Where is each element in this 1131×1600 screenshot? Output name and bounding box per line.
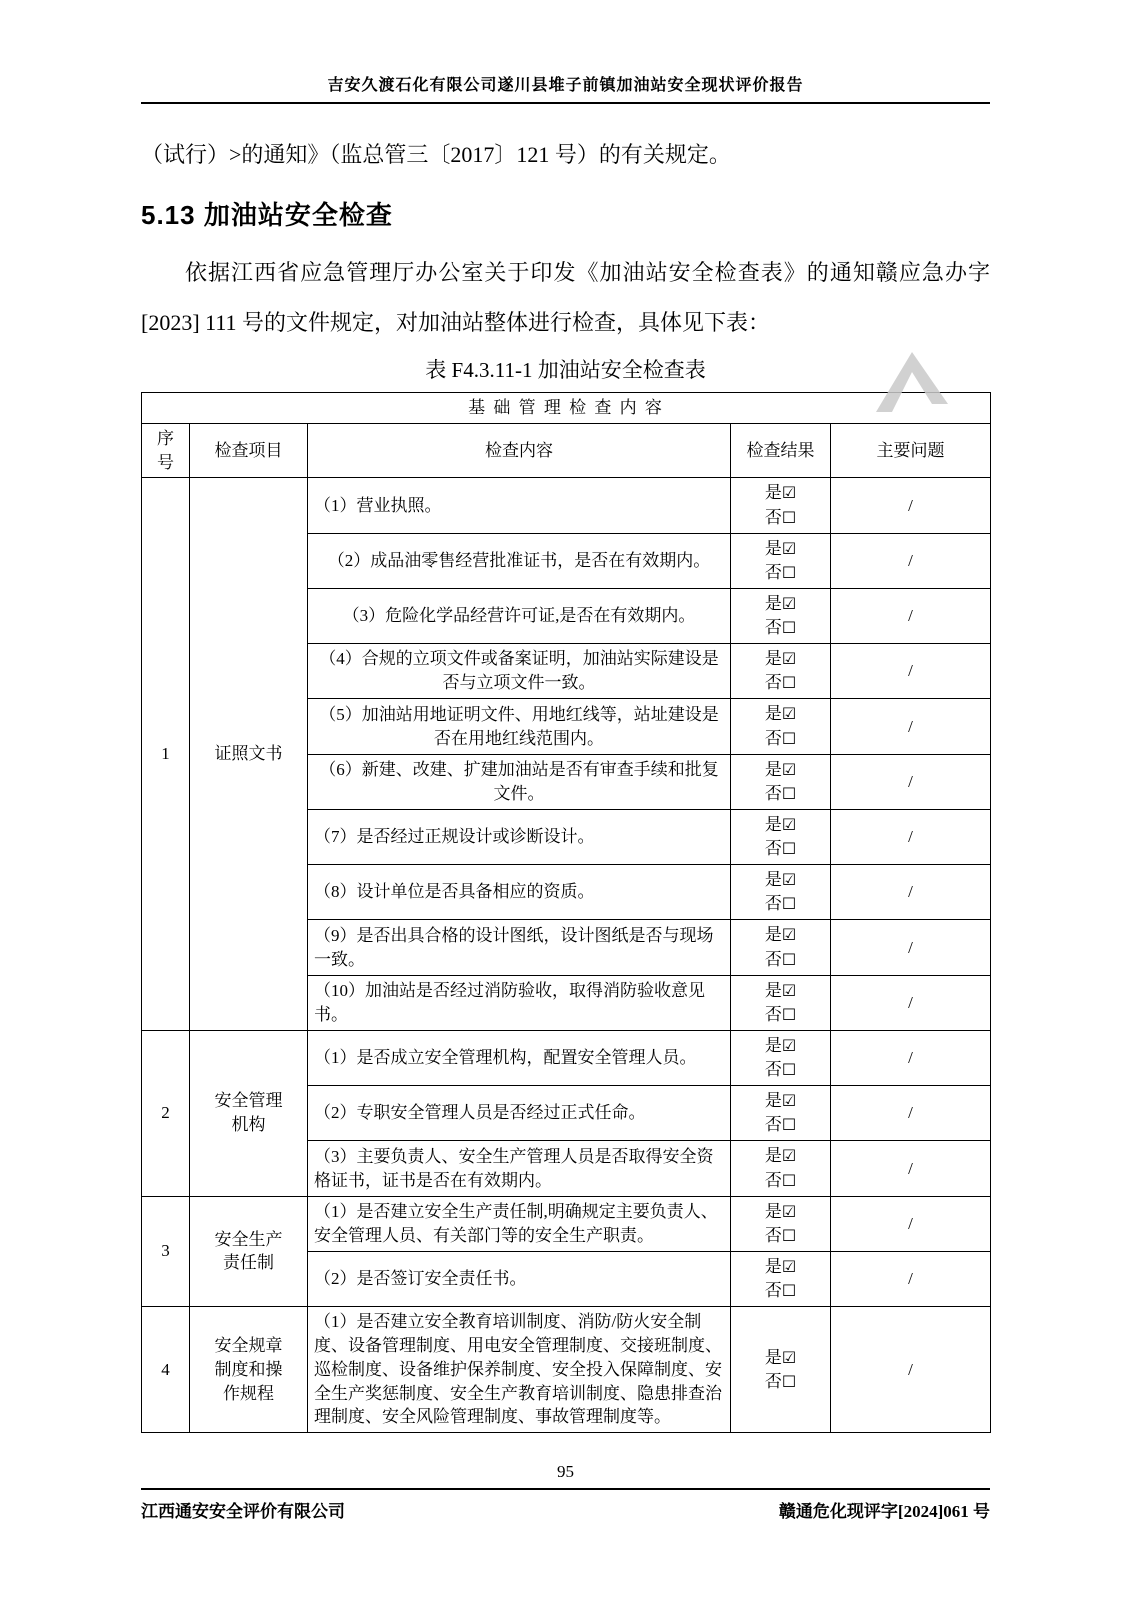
- page-header: [141, 0, 990, 104]
- main-problem-cell: /: [831, 1086, 991, 1141]
- checkbox-unchecked-icon: ☐: [781, 1170, 797, 1190]
- table-row: [142, 478, 991, 533]
- table-row: [142, 1030, 991, 1085]
- main-problem-cell: /: [831, 644, 991, 699]
- checkbox-checked-icon: ☑: [781, 593, 797, 613]
- checkbox-checked-icon: ☑: [781, 1091, 797, 1111]
- check-project-label: 安全生产责任制: [214, 1229, 283, 1273]
- check-content-cell: （4）合规的立项文件或备案证明，加油站实际建设是否与立项文件一致。: [308, 644, 731, 699]
- checkbox-checked-icon: ☑: [781, 538, 797, 558]
- checkbox-unchecked-icon: ☐: [781, 673, 797, 693]
- check-content-cell: （1）是否建立安全生产责任制,明确规定主要负责人、安全管理人员、有关部门等的安全生产职责。: [308, 1196, 731, 1251]
- check-content-cell: （8）设计单位是否具备相应的资质。: [308, 865, 731, 920]
- table-header-row: [142, 423, 991, 478]
- check-result-cell: [731, 975, 831, 1030]
- checkbox-unchecked-icon: ☐: [781, 1281, 797, 1301]
- check-result-cell: [731, 1086, 831, 1141]
- check-content-cell: （10）加油站是否经过消防验收，取得消防验收意见书。: [308, 975, 731, 1030]
- check-content-cell: （2）专职安全管理人员是否经过正式任命。: [308, 1086, 731, 1141]
- check-content-cell: （1）是否建立安全教育培训制度、消防/防火安全制度、设备管理制度、用电安全管理制度、交接班制度、巡检制度、设备维护保养制度、安全投入保障制度、安全生产奖惩制度、安全生产教育培训制度、隐患排查治理制度、安全风险管理制度、事故管理制度等。: [308, 1307, 731, 1433]
- main-problem-cell: /: [831, 754, 991, 809]
- checkbox-checked-icon: ☑: [781, 1146, 797, 1166]
- check-result-cell: [731, 1196, 831, 1251]
- result-yes-option: 是☑: [764, 1256, 797, 1276]
- main-problem-cell: /: [831, 975, 991, 1030]
- body-paragraph: 依据江西省应急管理厅办公室关于印发《加油站安全检查表》的通知赣应急办字[2023] 111 号的文件规定，对加油站整体进行检查，具体见下表：: [141, 260, 990, 335]
- result-yes-option: 是☑: [764, 538, 797, 558]
- result-no-option: 否☐: [764, 949, 797, 969]
- result-yes-option: 是☑: [764, 483, 797, 503]
- result-no-option: 否☐: [764, 1225, 797, 1245]
- footer-doc-number: 赣通危化现评字[2024]061 号: [778, 1502, 990, 1521]
- check-content-cell: （5）加油站用地证明文件、用地红线等，站址建设是否在用地红线范围内。: [308, 699, 731, 754]
- checkbox-unchecked-icon: ☐: [781, 507, 797, 527]
- checkbox-checked-icon: ☑: [781, 925, 797, 945]
- checkbox-unchecked-icon: ☐: [781, 1371, 797, 1391]
- checkbox-unchecked-icon: ☐: [781, 618, 797, 638]
- check-result-cell: [731, 754, 831, 809]
- result-no-option: 否☐: [764, 507, 797, 527]
- check-project-cell: [190, 1030, 308, 1196]
- main-problem-cell: /: [831, 865, 991, 920]
- result-no-option: 否☐: [764, 1281, 797, 1301]
- column-header-result: 检查结果: [731, 423, 831, 478]
- main-problem-cell: /: [831, 533, 991, 588]
- column-header-project: 检查项目: [190, 423, 308, 478]
- check-result-cell: [731, 478, 831, 533]
- result-yes-option: 是☑: [764, 593, 797, 613]
- result-no-option: 否☐: [764, 1115, 797, 1135]
- result-yes-option: 是☑: [764, 704, 797, 724]
- check-result-cell: [731, 1141, 831, 1196]
- main-problem-cell: /: [831, 1196, 991, 1251]
- result-no-option: 否☐: [764, 1170, 797, 1190]
- check-content-cell: （2）成品油零售经营批准证书，是否在有效期内。: [308, 533, 731, 588]
- main-problem-cell: /: [831, 1307, 991, 1433]
- table-row: [142, 1196, 991, 1251]
- check-content-cell: （9）是否出具合格的设计图纸，设计图纸是否与现场一致。: [308, 920, 731, 975]
- footer-company: 江西通安安全评价有限公司: [141, 1502, 345, 1521]
- section-heading: 5.13 加油站安全检查: [141, 200, 393, 230]
- checkbox-unchecked-icon: ☐: [781, 1060, 797, 1080]
- serial-number-cell: 2: [142, 1030, 190, 1196]
- checkbox-checked-icon: ☑: [781, 870, 797, 890]
- result-yes-option: 是☑: [764, 1347, 797, 1367]
- main-problem-cell: /: [831, 1030, 991, 1085]
- checkbox-unchecked-icon: ☐: [781, 1004, 797, 1024]
- check-result-cell: [731, 1030, 831, 1085]
- check-content-cell: （3）危险化学品经营许可证,是否在有效期内。: [308, 588, 731, 643]
- check-content-cell: （1）营业执照。: [308, 478, 731, 533]
- checkbox-checked-icon: ☑: [781, 759, 797, 779]
- column-header-serial-label: 序号: [156, 428, 174, 472]
- serial-number-cell: 3: [142, 1196, 190, 1307]
- checkbox-checked-icon: ☑: [781, 483, 797, 503]
- report-title: 吉安久渡石化有限公司遂川县堆子前镇加油站安全现状评价报告: [327, 77, 804, 94]
- check-project-cell: [190, 1196, 308, 1307]
- result-yes-option: 是☑: [764, 870, 797, 890]
- serial-number-cell: 1: [142, 478, 190, 1031]
- result-yes-option: 是☑: [764, 649, 797, 669]
- table-title-row: [142, 393, 991, 424]
- footer-row: [141, 1488, 990, 1522]
- main-problem-cell: /: [831, 588, 991, 643]
- checkbox-unchecked-icon: ☐: [781, 728, 797, 748]
- column-header-content: 检查内容: [308, 423, 731, 478]
- table-caption: 表 F4.3.11-1 加油站安全检查表: [425, 358, 706, 382]
- checkbox-unchecked-icon: ☐: [781, 1115, 797, 1135]
- check-content-cell: （3）主要负责人、安全生产管理人员是否取得安全资格证书，证书是否在有效期内。: [308, 1141, 731, 1196]
- page-footer: [141, 1462, 990, 1522]
- table-title: 基 础 管 理 检 查 内 容: [142, 393, 991, 424]
- result-no-option: 否☐: [764, 618, 797, 638]
- result-yes-option: 是☑: [764, 1146, 797, 1166]
- page-number: 95: [557, 1462, 574, 1481]
- result-no-option: 否☐: [764, 562, 797, 582]
- checkbox-checked-icon: ☑: [781, 1035, 797, 1055]
- checkbox-checked-icon: ☑: [781, 1256, 797, 1276]
- checkbox-unchecked-icon: ☐: [781, 562, 797, 582]
- result-yes-option: 是☑: [764, 1035, 797, 1055]
- result-yes-option: 是☑: [764, 925, 797, 945]
- check-project-cell: [190, 1307, 308, 1433]
- check-project-label: 安全管理机构: [214, 1091, 283, 1135]
- check-result-cell: [731, 588, 831, 643]
- checkbox-checked-icon: ☑: [781, 1347, 797, 1367]
- check-project-cell: [190, 478, 308, 1031]
- result-no-option: 否☐: [764, 1371, 797, 1391]
- checkbox-checked-icon: ☑: [781, 649, 797, 669]
- checkbox-checked-icon: ☑: [781, 814, 797, 834]
- main-problem-cell: /: [831, 920, 991, 975]
- main-problem-cell: /: [831, 809, 991, 864]
- result-yes-option: 是☑: [764, 1091, 797, 1111]
- check-result-cell: [731, 809, 831, 864]
- checkbox-checked-icon: ☑: [781, 1201, 797, 1221]
- result-no-option: 否☐: [764, 673, 797, 693]
- check-result-cell: [731, 644, 831, 699]
- check-result-cell: [731, 1307, 831, 1433]
- result-no-option: 否☐: [764, 894, 797, 914]
- check-result-cell: [731, 865, 831, 920]
- check-content-cell: （6）新建、改建、扩建加油站是否有审查手续和批复文件。: [308, 754, 731, 809]
- intro-text: （试行）>的通知》（监总管三〔2017〕121 号）的有关规定。: [141, 142, 731, 167]
- checkbox-checked-icon: ☑: [781, 980, 797, 1000]
- inspection-table: [141, 392, 991, 1433]
- main-problem-cell: /: [831, 1141, 991, 1196]
- result-no-option: 否☐: [764, 839, 797, 859]
- result-no-option: 否☐: [764, 1004, 797, 1024]
- check-content-cell: （1）是否成立安全管理机构，配置安全管理人员。: [308, 1030, 731, 1085]
- check-content-cell: （7）是否经过正规设计或诊断设计。: [308, 809, 731, 864]
- check-content-cell: （2）是否签订安全责任书。: [308, 1251, 731, 1306]
- check-result-cell: [731, 533, 831, 588]
- check-project-label: 安全规章制度和操作规程: [214, 1335, 283, 1403]
- main-problem-cell: /: [831, 1251, 991, 1306]
- check-result-cell: [731, 920, 831, 975]
- checkbox-unchecked-icon: ☐: [781, 783, 797, 803]
- result-yes-option: 是☑: [764, 814, 797, 834]
- checkbox-unchecked-icon: ☐: [781, 1225, 797, 1245]
- inspection-table-body: [142, 478, 991, 1433]
- checkbox-unchecked-icon: ☐: [781, 949, 797, 969]
- check-project-label: 证照文书: [214, 744, 283, 764]
- column-header-problem: 主要问题: [831, 423, 991, 478]
- result-no-option: 否☐: [764, 728, 797, 748]
- column-header-serial: [142, 423, 190, 478]
- checkbox-checked-icon: ☑: [781, 704, 797, 724]
- table-row: [142, 1307, 991, 1433]
- checkbox-unchecked-icon: ☐: [781, 839, 797, 859]
- check-result-cell: [731, 1251, 831, 1306]
- result-yes-option: 是☑: [764, 759, 797, 779]
- check-result-cell: [731, 699, 831, 754]
- result-yes-option: 是☑: [764, 980, 797, 1000]
- result-no-option: 否☐: [764, 783, 797, 803]
- result-yes-option: 是☑: [764, 1201, 797, 1221]
- main-problem-cell: /: [831, 478, 991, 533]
- result-no-option: 否☐: [764, 1060, 797, 1080]
- checkbox-unchecked-icon: ☐: [781, 894, 797, 914]
- serial-number-cell: 4: [142, 1307, 190, 1433]
- main-problem-cell: /: [831, 699, 991, 754]
